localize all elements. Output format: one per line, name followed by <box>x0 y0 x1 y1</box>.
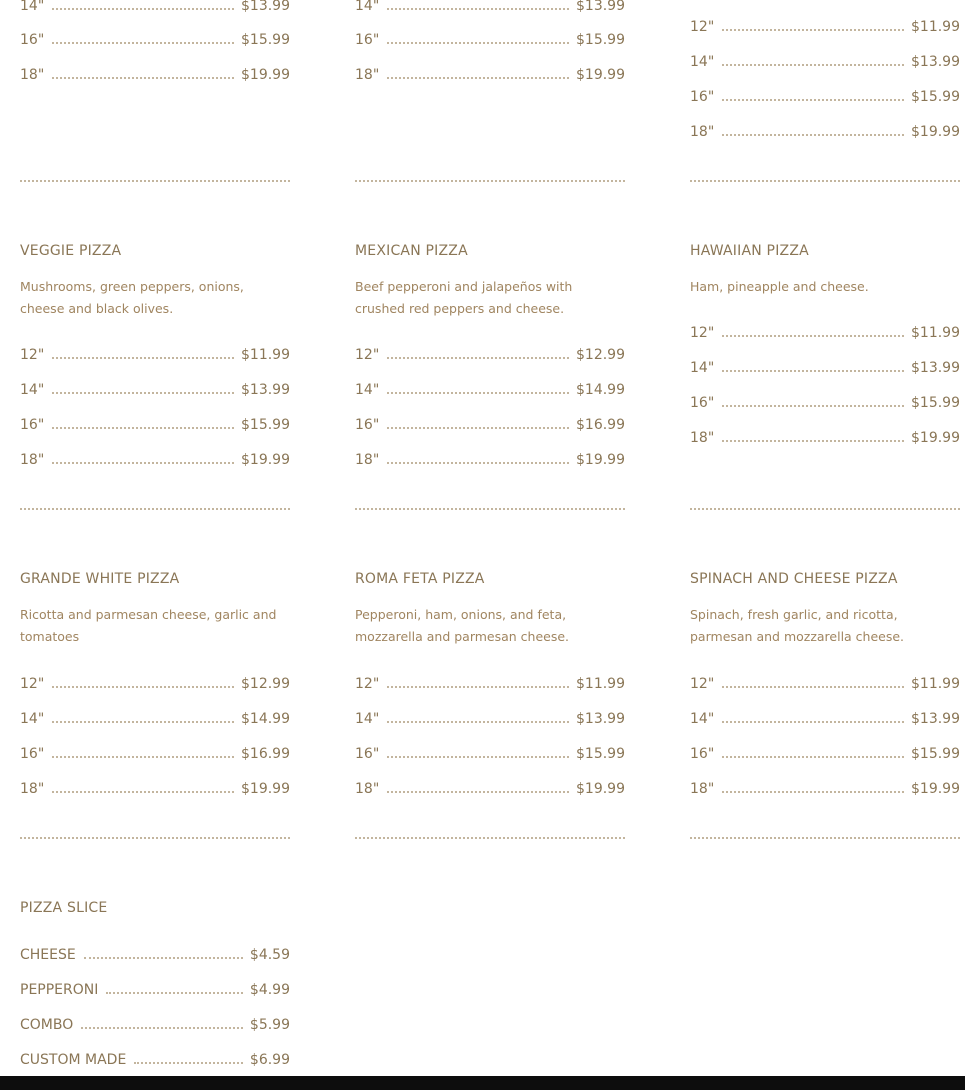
price-row <box>355 0 625 17</box>
size-label: 14" <box>20 711 45 727</box>
item-description: Ham, pineapple and cheese. <box>690 279 869 294</box>
dot-leader <box>722 88 904 101</box>
item-description: Pepperoni, ham, onions, and feta, mozzarella and parmesan cheese. <box>355 607 570 644</box>
dot-leader <box>722 394 904 407</box>
price-row <box>690 745 960 765</box>
price-row <box>690 780 960 800</box>
dot-leader <box>722 18 904 31</box>
dot-leader <box>387 710 569 723</box>
price-value: $14.99 <box>241 711 290 727</box>
price-value: $11.99 <box>911 676 960 692</box>
size-label: 12" <box>355 347 380 363</box>
price-value: $11.99 <box>911 325 960 341</box>
item-name: MEXICAN PIZZA <box>355 243 468 259</box>
price-value: $19.99 <box>241 67 290 83</box>
size-label: 18" <box>355 67 380 83</box>
price-value: $19.99 <box>911 430 960 446</box>
price-value: $14.99 <box>576 382 625 398</box>
price-row <box>690 429 960 449</box>
price-row <box>355 381 625 401</box>
price-row <box>690 675 960 695</box>
price-value: $5.99 <box>249 1017 290 1033</box>
dot-leader <box>52 0 234 10</box>
size-label: 18" <box>20 781 45 797</box>
section-divider <box>690 508 960 510</box>
price-value: $13.99 <box>576 0 625 14</box>
dot-leader <box>387 66 569 79</box>
dot-leader <box>52 675 234 688</box>
price-row <box>690 710 960 730</box>
price-row <box>20 451 290 471</box>
price-value: $19.99 <box>241 781 290 797</box>
dot-leader <box>722 429 904 442</box>
size-label: 16" <box>690 395 715 411</box>
price-row <box>20 1016 290 1036</box>
size-label: 16" <box>20 417 45 433</box>
dot-leader <box>387 416 569 429</box>
section-divider <box>355 180 625 182</box>
section-divider <box>20 180 290 182</box>
dot-leader <box>52 416 234 429</box>
size-label: 12" <box>355 676 380 692</box>
size-label: 12" <box>690 325 715 341</box>
price-value: $11.99 <box>576 676 625 692</box>
dot-leader <box>387 675 569 688</box>
price-row <box>20 981 290 1001</box>
size-label: 18" <box>20 67 45 83</box>
dot-leader <box>722 123 904 136</box>
size-label: 16" <box>355 746 380 762</box>
price-row <box>355 710 625 730</box>
dot-leader <box>722 675 904 688</box>
section-divider <box>20 508 290 510</box>
section-divider <box>690 180 960 182</box>
price-value: $15.99 <box>576 32 625 48</box>
dot-leader <box>52 381 234 394</box>
price-row <box>20 31 290 51</box>
slice-label: COMBO <box>20 1017 74 1033</box>
size-label: 16" <box>690 89 715 105</box>
dot-leader <box>52 31 234 44</box>
item-description: Spinach, fresh garlic, and ricotta, parmesan and mozzarella cheese. <box>690 607 905 644</box>
price-value: $11.99 <box>241 347 290 363</box>
price-row <box>355 780 625 800</box>
section-divider <box>355 508 625 510</box>
price-value: $15.99 <box>241 32 290 48</box>
price-row <box>690 394 960 414</box>
price-value: $19.99 <box>576 67 625 83</box>
price-row <box>20 745 290 765</box>
size-label: 18" <box>355 781 380 797</box>
dot-leader <box>387 780 569 793</box>
price-row <box>355 745 625 765</box>
size-label: 18" <box>355 452 380 468</box>
item-description: Beef pepperoni and jalapeños with crushed red peppers and cheese. <box>355 279 573 316</box>
price-value: $4.99 <box>249 982 290 998</box>
price-value: $13.99 <box>911 360 960 376</box>
dot-leader <box>134 1051 243 1064</box>
item-name: HAWAIIAN PIZZA <box>690 243 809 259</box>
price-value: $4.59 <box>249 947 290 963</box>
size-label: 16" <box>355 32 380 48</box>
price-row <box>20 346 290 366</box>
size-label: 16" <box>355 417 380 433</box>
size-label: 18" <box>20 452 45 468</box>
price-value: $13.99 <box>576 711 625 727</box>
dot-leader <box>52 745 234 758</box>
price-value: $12.99 <box>576 347 625 363</box>
size-label: 12" <box>20 347 45 363</box>
item-description: Ricotta and parmesan cheese, garlic and tomatoes <box>20 607 277 644</box>
dot-leader <box>387 381 569 394</box>
price-row <box>20 416 290 436</box>
size-label: 18" <box>690 430 715 446</box>
price-value: $13.99 <box>241 0 290 14</box>
dot-leader <box>387 31 569 44</box>
slice-label: PEPPERONI <box>20 982 99 998</box>
dot-leader <box>52 710 234 723</box>
dot-leader <box>387 451 569 464</box>
price-value: $15.99 <box>911 746 960 762</box>
price-value: $13.99 <box>911 54 960 70</box>
item-name: ROMA FETA PIZZA <box>355 571 485 587</box>
dot-leader <box>722 710 904 723</box>
size-label: 18" <box>690 124 715 140</box>
price-value: $19.99 <box>576 452 625 468</box>
price-row <box>20 0 290 17</box>
bottom-black-bar <box>0 1076 965 1090</box>
size-label: 14" <box>355 711 380 727</box>
price-value: $16.99 <box>576 417 625 433</box>
dot-leader <box>387 346 569 359</box>
dot-leader <box>52 346 234 359</box>
price-value: $11.99 <box>911 19 960 35</box>
price-row <box>690 53 960 73</box>
dot-leader <box>722 745 904 758</box>
price-value: $6.99 <box>249 1052 290 1068</box>
price-row <box>20 780 290 800</box>
item-description: Mushrooms, green peppers, onions, cheese and black olives. <box>20 279 244 316</box>
size-label: 14" <box>20 382 45 398</box>
size-label: 16" <box>690 746 715 762</box>
item-name: SPINACH AND CHEESE PIZZA <box>690 571 898 587</box>
dot-leader <box>387 745 569 758</box>
price-value: $15.99 <box>576 746 625 762</box>
dot-leader <box>81 1016 243 1029</box>
dot-leader <box>52 66 234 79</box>
price-value: $15.99 <box>911 395 960 411</box>
size-label: 18" <box>690 781 715 797</box>
section-divider <box>355 837 625 839</box>
price-row <box>20 675 290 695</box>
dot-leader <box>722 53 904 66</box>
price-row <box>690 324 960 344</box>
price-value: $15.99 <box>911 89 960 105</box>
price-value: $19.99 <box>576 781 625 797</box>
dot-leader <box>106 981 243 994</box>
price-value: $13.99 <box>241 382 290 398</box>
price-value: $19.99 <box>241 452 290 468</box>
price-row <box>20 66 290 86</box>
section-divider <box>690 837 960 839</box>
slice-label: CUSTOM MADE <box>20 1052 127 1068</box>
price-row <box>690 18 960 38</box>
dot-leader <box>722 780 904 793</box>
price-row <box>690 88 960 108</box>
dot-leader <box>84 946 243 959</box>
dot-leader <box>52 451 234 464</box>
price-value: $19.99 <box>911 781 960 797</box>
price-value: $16.99 <box>241 746 290 762</box>
price-row <box>355 416 625 436</box>
size-label: 16" <box>20 32 45 48</box>
size-label: 14" <box>20 0 45 14</box>
price-row <box>355 675 625 695</box>
dot-leader <box>387 0 569 10</box>
price-row <box>355 66 625 86</box>
price-row <box>355 346 625 366</box>
size-label: 12" <box>690 19 715 35</box>
dot-leader <box>722 359 904 372</box>
price-row <box>20 381 290 401</box>
slice-label: CHEESE <box>20 947 76 963</box>
size-label: 14" <box>690 360 715 376</box>
price-row <box>20 710 290 730</box>
price-row <box>690 123 960 143</box>
size-label: 14" <box>355 0 380 14</box>
item-name: VEGGIE PIZZA <box>20 243 122 259</box>
size-label: 14" <box>690 54 715 70</box>
size-label: 12" <box>690 676 715 692</box>
price-row <box>355 31 625 51</box>
size-label: 12" <box>20 676 45 692</box>
price-row <box>690 359 960 379</box>
price-row <box>355 451 625 471</box>
size-label: 16" <box>20 746 45 762</box>
price-value: $12.99 <box>241 676 290 692</box>
price-value: $13.99 <box>911 711 960 727</box>
section-divider <box>20 837 290 839</box>
size-label: 14" <box>355 382 380 398</box>
price-row <box>20 946 290 966</box>
dot-leader <box>52 780 234 793</box>
item-name: GRANDE WHITE PIZZA <box>20 571 180 587</box>
dot-leader <box>722 324 904 337</box>
item-name: PIZZA SLICE <box>20 900 108 916</box>
price-value: $19.99 <box>911 124 960 140</box>
price-value: $15.99 <box>241 417 290 433</box>
size-label: 14" <box>690 711 715 727</box>
price-row <box>20 1051 290 1071</box>
